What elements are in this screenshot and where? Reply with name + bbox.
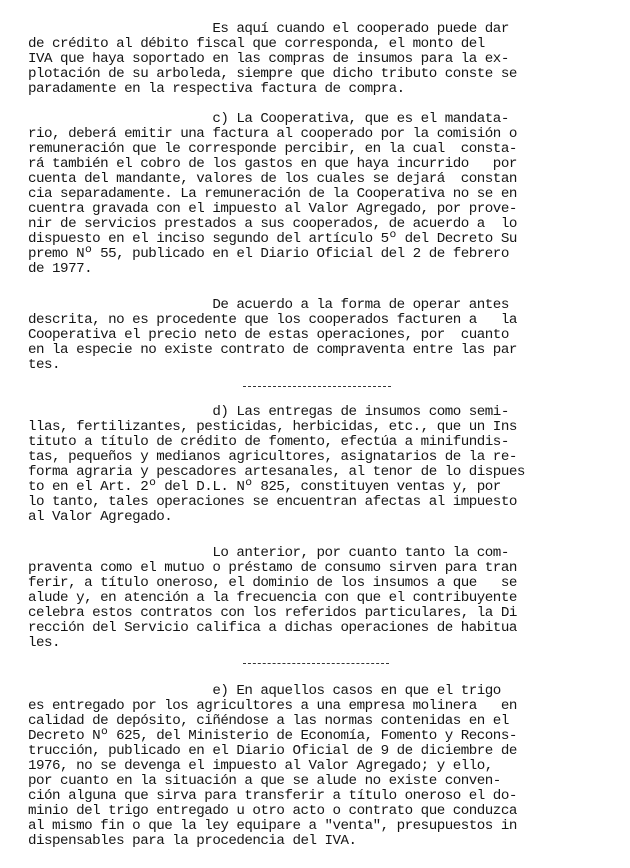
text-line: 1976, no se devenga el impuesto al Valor Agregado; y ello, bbox=[28, 758, 493, 774]
text-line: plotación de su arboleda, siempre que dicho tributo conste se bbox=[28, 66, 517, 82]
text-line: IVA que haya soportado en las compras de insumos para la ex- bbox=[28, 51, 509, 67]
text-line: Decreto Nº 625, del Ministerio de Economía, Fomento y Recons- bbox=[28, 728, 517, 744]
text-line: calidad de depósito, ciñéndose a las normas contenidas en el bbox=[28, 713, 509, 729]
text-line: e) En aquellos casos en que el trigo bbox=[28, 683, 501, 699]
text-line: trucción, publicado en el Diario Oficial de 9 de diciembre de bbox=[28, 743, 517, 759]
text-line: to en el Art. 2º del D.L. Nº 825, constituyen ventas y, por bbox=[28, 479, 501, 495]
text-line: llas, fertilizantes, pesticidas, herbicidas, etc., que un Ins bbox=[28, 419, 517, 435]
text-line: de 1977. bbox=[28, 261, 93, 277]
text-line: De acuerdo a la forma de operar antes bbox=[28, 297, 509, 313]
text-line: d) Las entregas de insumos como semi- bbox=[28, 404, 509, 420]
text-line: paradamente en la respectiva factura de compra. bbox=[28, 81, 405, 97]
text-line: al mismo fin o que la ley equipare a "venta", presupuestos in bbox=[28, 818, 517, 834]
text-line: cia separadamente. La remuneración de la Cooperativa no se en bbox=[28, 186, 517, 202]
text-line: descrita, no es procedente que los cooperados facturen a la bbox=[28, 312, 517, 328]
text-line: dispensables para la procedencia del IVA. bbox=[28, 833, 357, 849]
text-line: c) La Cooperativa, que es el mandata- bbox=[28, 111, 509, 127]
text-line: cuenta del mandante, valores de los cuales se dejará constan bbox=[28, 171, 517, 187]
text-line: por cuanto en la situación a que se alude no existe conven- bbox=[28, 773, 501, 789]
text-line: tas, pequeños y medianos agricultores, asignatarios de la re- bbox=[28, 449, 517, 465]
text-line: Cooperativa el precio neto de estas operaciones, por cuanto bbox=[28, 327, 509, 343]
text-line: forma agraria y pescadores artesanales, al tenor de lo dispues bbox=[28, 464, 525, 480]
text-line: en la especie no existe contrato de compraventa entre las par bbox=[28, 342, 517, 358]
text-line: ción alguna que sirva para transferir a título oneroso el do- bbox=[28, 788, 517, 804]
text-line: tituto a título de crédito de fomento, efectúa a minifundis- bbox=[28, 434, 509, 450]
text-line: es entregado por los agricultores a una empresa molinera en bbox=[28, 698, 517, 714]
text-line: rá también el cobro de los gastos en que haya incurrido por bbox=[28, 156, 517, 172]
section-separator bbox=[243, 663, 389, 664]
text-line: Lo anterior, por cuanto tanto la com- bbox=[28, 545, 509, 561]
text-line: nir de servicios prestados a sus cooperados, de acuerdo a lo bbox=[28, 216, 517, 232]
text-line: al Valor Agregado. bbox=[28, 509, 173, 525]
text-line: praventa como el mutuo o préstamo de consumo sirven para tran bbox=[28, 560, 517, 576]
text-line: de crédito al débito fiscal que corresponda, el monto del bbox=[28, 36, 485, 52]
text-line: alude y, en atención a la frecuencia con que el contribuyente bbox=[28, 590, 517, 606]
text-line: rección del Servicio califica a dichas operaciones de habitua bbox=[28, 620, 517, 636]
text-line: les. bbox=[28, 635, 61, 651]
text-line: tes. bbox=[28, 357, 61, 373]
text-line: ferir, a título oneroso, el dominio de los insumos a que se bbox=[28, 575, 517, 591]
text-line: minio del trigo entregado u otro acto o contrato que conduzca bbox=[28, 803, 517, 819]
section-separator bbox=[243, 386, 391, 387]
text-line: premo Nº 55, publicado en el Diario Oficial del 2 de febrero bbox=[28, 246, 509, 262]
text-line: cuentra gravada con el impuesto al Valor Agregado, por prove- bbox=[28, 201, 517, 217]
text-line: remuneración que le corresponde percibir, en la cual consta- bbox=[28, 141, 517, 157]
text-line: lo tanto, tales operaciones se encuentran afectas al impuesto bbox=[28, 494, 517, 510]
text-line: rio, deberá emitir una factura al cooperado por la comisión o bbox=[28, 126, 517, 142]
text-line: celebra estos contratos con los referidos particulares, la Di bbox=[28, 605, 517, 621]
text-line: Es aquí cuando el cooperado puede dar bbox=[28, 21, 509, 37]
text-line: dispuesto en el inciso segundo del artículo 5º del Decreto Su bbox=[28, 231, 517, 247]
